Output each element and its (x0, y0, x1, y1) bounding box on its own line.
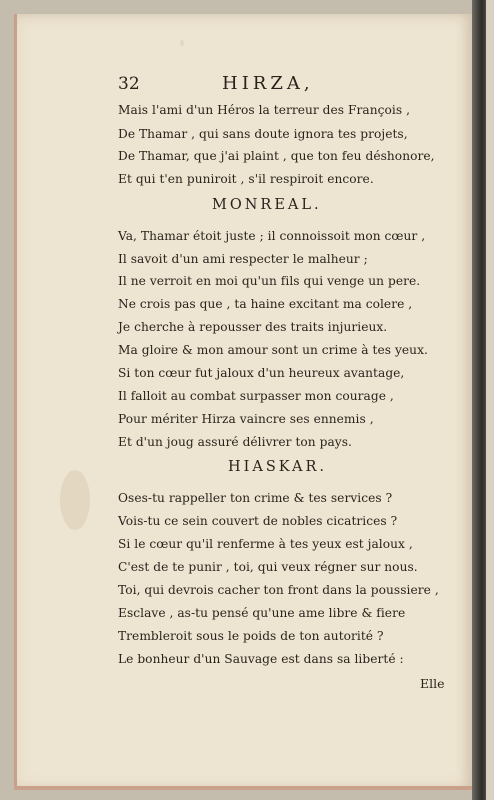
running-header (118, 74, 448, 96)
verse-line: Il savoit d'un ami respecter le malheur ; (118, 252, 368, 266)
verse-line: Et qui t'en puniroit , s'il respiroit encore. (118, 172, 374, 186)
verse-line: Oses-tu rappeller ton crime & tes services ? (118, 491, 393, 505)
verse-line: Esclave , as-tu pensé qu'une ame libre & fiere (118, 606, 406, 620)
verse-line: Le bonheur d'un Sauvage est dans sa liberté : (118, 652, 404, 666)
verse-line: Et d'un joug assuré délivrer ton pays. (118, 435, 352, 449)
verse-line: Pour mériter Hirza vaincre ses ennemis , (118, 412, 374, 426)
foxing-spot (180, 40, 184, 46)
verse-line: Je cherche à repousser des traits injurieux. (118, 320, 388, 334)
verse-line: Si ton cœur fut jaloux d'un heureux avantage, (118, 366, 405, 380)
verse-line: Trembleroit sous le poids de ton autorité ? (118, 629, 384, 643)
verse-line: De Thamar , qui sans doute ignora tes projets, (118, 127, 408, 141)
foxing-spot (60, 470, 90, 530)
next-page-strip (486, 0, 494, 800)
page-number: 32 (118, 74, 140, 94)
running-title: HIRZA, (222, 73, 314, 94)
verse-line: Va, Thamar étoit juste ; il connoissoit mon cœur , (118, 229, 426, 243)
verse-line: Mais l'ami d'un Héros la terreur des François , (118, 103, 410, 117)
page-edge-bottom (14, 786, 472, 790)
verse-line: Ma gloire & mon amour sont un crime à tes yeux. (118, 343, 428, 357)
verse-line: Ne crois pas que , ta haine excitant ma colere , (118, 297, 413, 311)
verse-line: Il ne verroit en moi qu'un fils qui venge un pere. (118, 274, 421, 288)
verse-line: Il falloit au combat surpasser mon courage , (118, 389, 394, 403)
verse-line: Vois-tu ce sein couvert de nobles cicatrices ? (118, 514, 398, 528)
speaker-name: HIASKAR. (228, 459, 328, 475)
verse-line: C'est de te punir , toi, qui veux régner sur nous. (118, 560, 418, 574)
verse-line: De Thamar, que j'ai plaint , que ton feu déshonore, (118, 149, 435, 163)
speaker-name: MONREAL. (212, 197, 322, 213)
verse-line: Si le cœur qu'il renferme à tes yeux est jaloux , (118, 537, 413, 551)
catchword: Elle (420, 676, 445, 691)
verse-line: Toi, qui devrois cacher ton front dans la poussiere , (118, 583, 439, 597)
page-edge-left (14, 14, 17, 790)
